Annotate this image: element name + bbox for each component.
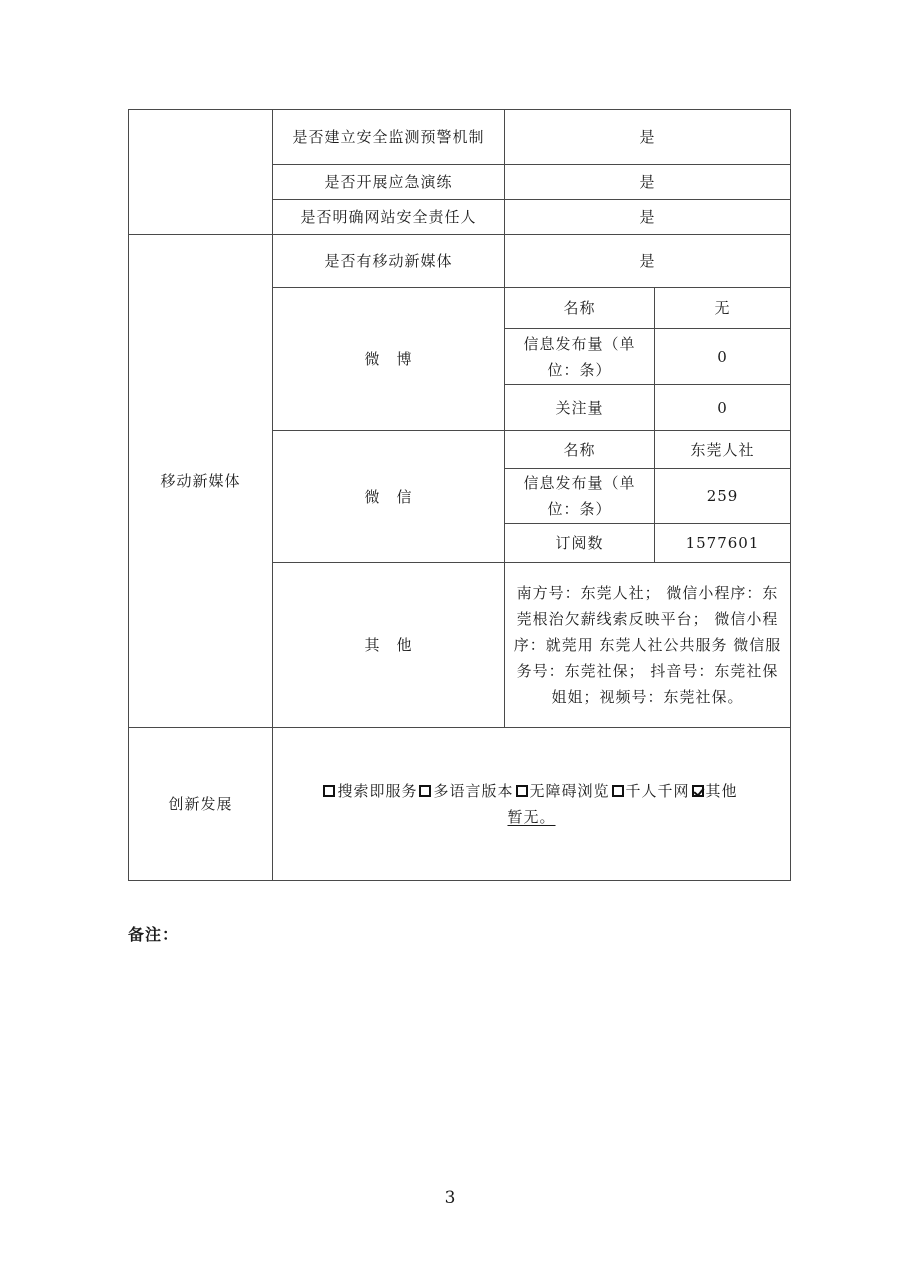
- checkbox-search-service[interactable]: [323, 785, 335, 797]
- page-number: 3: [444, 1188, 456, 1208]
- weibo-label: 微 博: [273, 288, 505, 431]
- remark-label: 备注：: [128, 925, 180, 944]
- report-table: [128, 109, 791, 881]
- table-row: [129, 110, 791, 165]
- other-media-value: 南方号：东莞人社； 微信小程序：东莞根治欠薪线索反映平台； 微信小程序：就莞用 东莞人社公共服务 微信服务号：东莞社保； 抖音号：东莞社保姐姐；视频号：东莞社保。: [505, 563, 791, 728]
- innovation-options: [273, 728, 791, 881]
- innovation-label: 创新发展: [129, 728, 273, 881]
- responsible-value: 是: [505, 200, 791, 235]
- other-media-label: 其 他: [273, 563, 505, 728]
- section-cell-security: [129, 110, 273, 235]
- option-search-service: 搜索即服务: [337, 782, 418, 800]
- option-multilingual: 多语言版本: [433, 782, 514, 800]
- wechat-label: 微 信: [273, 431, 505, 563]
- wechat-posts-label: 信息发布量（单位：条）: [505, 469, 655, 524]
- weibo-followers-value: 0: [655, 385, 791, 431]
- wechat-subscribers-label: 订阅数: [505, 524, 655, 563]
- table-row: [129, 728, 791, 881]
- checkbox-personalized[interactable]: [612, 785, 624, 797]
- weibo-posts-value: 0: [655, 329, 791, 385]
- option-accessibility: 无障碍浏览: [529, 782, 610, 800]
- wechat-name-value: 东莞人社: [655, 431, 791, 469]
- wechat-subscribers-value: 1577601: [655, 524, 791, 563]
- weibo-name-label: 名称: [505, 288, 655, 329]
- weibo-posts-label: 信息发布量（单位：条）: [505, 329, 655, 385]
- responsible-label: 是否明确网站安全责任人: [273, 200, 505, 235]
- has-media-label: 是否有移动新媒体: [273, 235, 505, 288]
- checkbox-accessibility[interactable]: [516, 785, 528, 797]
- wechat-posts-value: 259: [655, 469, 791, 524]
- monitoring-label: 是否建立安全监测预警机制: [273, 110, 505, 165]
- checkbox-other[interactable]: [692, 785, 704, 797]
- option-personalized: 千人千网: [625, 782, 690, 800]
- table-row: [129, 235, 791, 288]
- mobile-media-section-label: 移动新媒体: [129, 235, 273, 728]
- weibo-followers-label: 关注量: [505, 385, 655, 431]
- drill-value: 是: [505, 165, 791, 200]
- monitoring-value: 是: [505, 110, 791, 165]
- innovation-other-text: 暂无。: [507, 808, 556, 826]
- option-other: 其他: [705, 782, 738, 800]
- weibo-name-value: 无: [655, 288, 791, 329]
- has-media-value: 是: [505, 235, 791, 288]
- drill-label: 是否开展应急演练: [273, 165, 505, 200]
- checkbox-multilingual[interactable]: [419, 785, 431, 797]
- wechat-name-label: 名称: [505, 431, 655, 469]
- innovation-checkbox-group: [277, 778, 786, 804]
